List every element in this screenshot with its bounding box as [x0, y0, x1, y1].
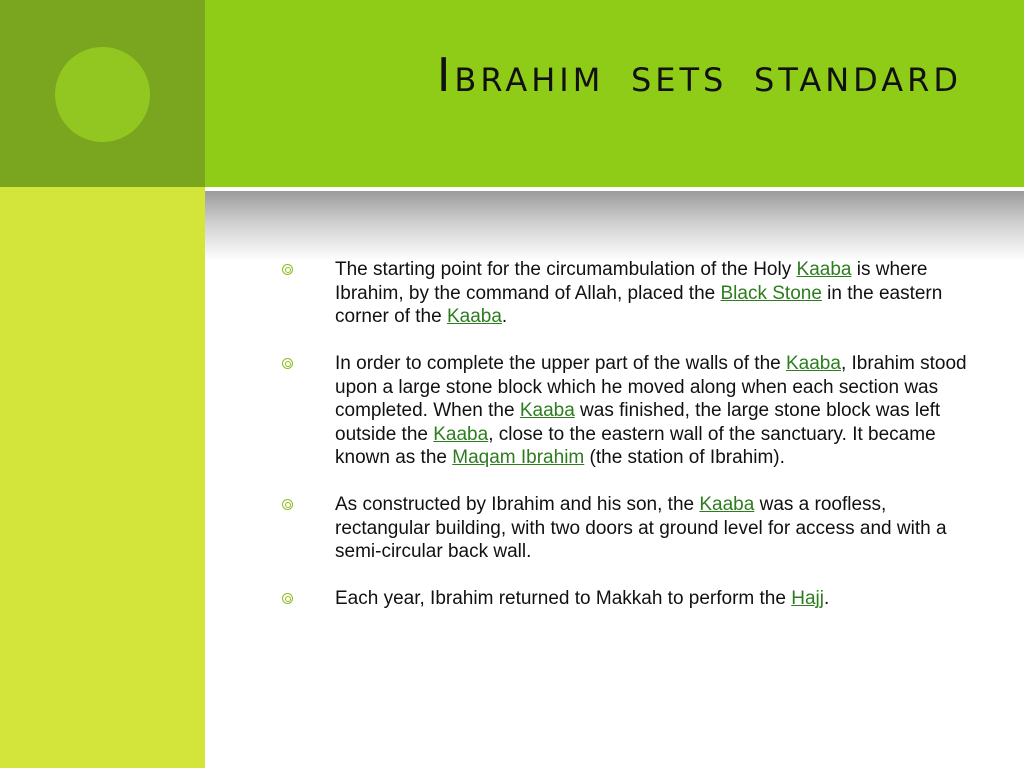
circle-bullet-icon [282, 499, 293, 510]
bullet-item-1 [282, 258, 967, 329]
bullet-item-4 [282, 587, 967, 611]
left-top-panel [0, 0, 205, 187]
circle-bullet-icon [282, 593, 293, 604]
bullet-text: In order to complete the upper part of the walls of the [335, 353, 786, 374]
link-black-stone[interactable]: Black Stone [720, 282, 822, 304]
bullet-list [282, 258, 967, 634]
decorative-circle [55, 47, 150, 142]
circle-bullet-icon [282, 264, 293, 275]
bullet-text: As constructed by Ibrahim and his son, the [335, 494, 700, 515]
link-kaaba[interactable]: Kaaba [446, 306, 502, 327]
link-kaaba[interactable]: Kaaba [785, 353, 841, 374]
link-kaaba[interactable]: Kaaba [699, 494, 755, 515]
bullet-text: (the station of Ibrahim). [584, 447, 785, 468]
link-kaaba[interactable]: Kaaba [433, 423, 489, 445]
bullet-text: in the eastern corner of the [335, 282, 943, 327]
link-hajj[interactable]: Hajj [791, 588, 824, 609]
bullet-text: was a roofless, rectangular building, with two doors at ground level for access and with a semi-circular back wall. [335, 494, 947, 562]
bullet-item-3 [282, 493, 967, 564]
link-kaaba[interactable]: Kaaba [796, 259, 852, 280]
left-bottom-panel [0, 187, 205, 768]
bullet-text: was finished, the large stone block was left outside the [335, 400, 941, 445]
link-kaaba[interactable]: Kaaba [519, 400, 575, 421]
shade-band [205, 191, 1024, 261]
circle-bullet-icon [282, 358, 293, 369]
bullet-text: , Ibrahim stood upon a large stone block which he moved along when each section was completed. When the [335, 353, 967, 421]
bullet-text: The starting point for the circumambulation of the Holy [335, 259, 797, 280]
bullet-text: , close to the eastern wall of the sanctuary. It became known as the [335, 423, 936, 468]
bullet-text: Each year, Ibrahim returned to Makkah to perform the [335, 588, 792, 609]
slide-title: Ibrahim sets standard [436, 48, 962, 102]
bullet-text: is where Ibrahim, by the command of Allah, placed the [335, 259, 928, 304]
link-maqam-ibrahim[interactable]: Maqam Ibrahim [452, 447, 585, 468]
bullet-item-2 [282, 352, 967, 470]
bullet-text: . [823, 588, 830, 609]
bullet-text: . [501, 306, 508, 327]
